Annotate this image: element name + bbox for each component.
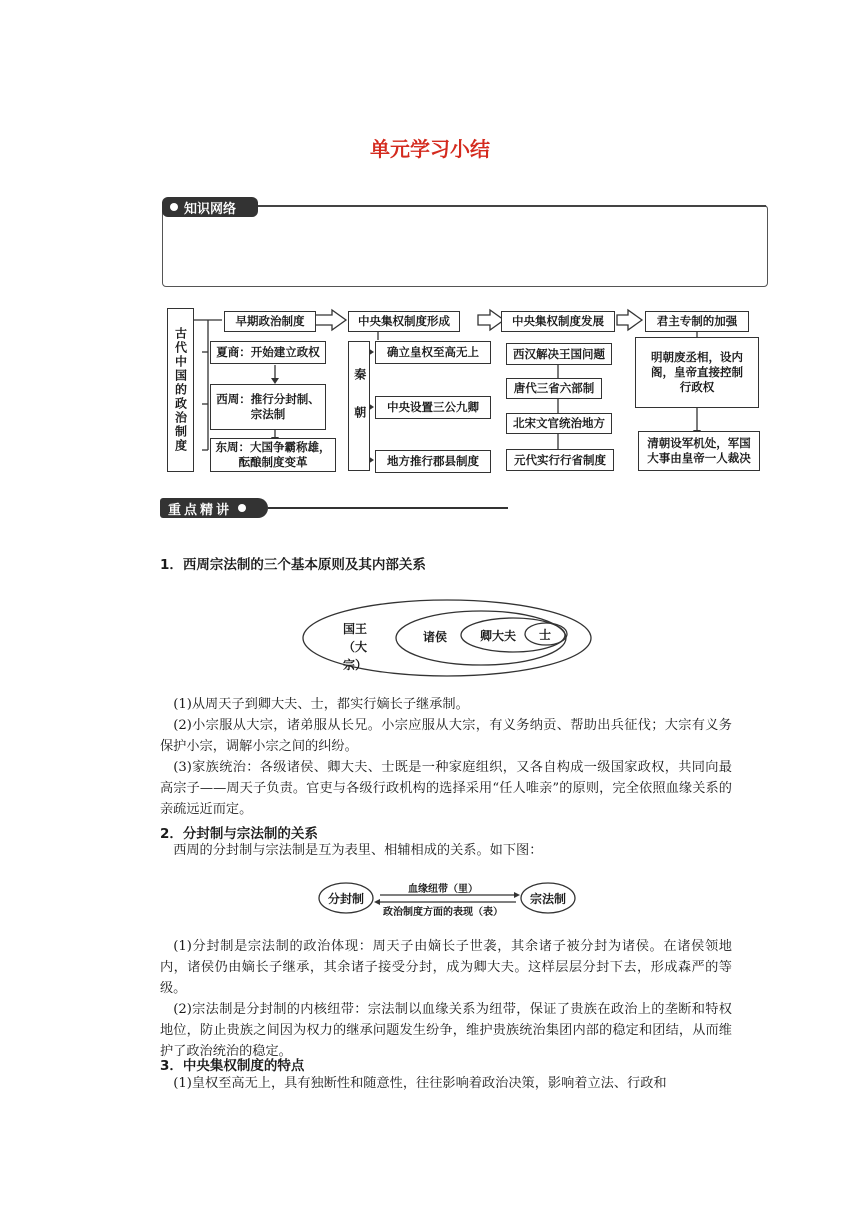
dev-western-han: 西汉解决王国问题 bbox=[506, 343, 612, 365]
relation-blood-tie-label: 血缘纽带（里） bbox=[408, 884, 478, 895]
key-points-rule bbox=[268, 507, 508, 509]
early-western-zhou: 西周：推行分封制、宗法制 bbox=[210, 384, 326, 430]
features-text: (1)皇权至高无上，具有独断性和随意性，往往影响着政治决策，影响着立法、行政和 bbox=[173, 1076, 667, 1091]
knowledge-network-box bbox=[162, 205, 768, 287]
absolutism-ming: 明朝废丞相，设内阁，皇帝直接控制行政权 bbox=[635, 337, 759, 408]
stage-absolutism: 君主专制的加强 bbox=[645, 311, 749, 332]
ellipse-king-label: 国王（大宗） bbox=[342, 622, 367, 672]
heading-centralization-features: 3．中央集权制度的特点 bbox=[160, 1058, 305, 1074]
qin-commandery-county: 地方推行郡县制度 bbox=[375, 450, 491, 473]
relation-intro-text: 西周的分封制与宗法制是互为表里、相辅相成的关系。如下图： bbox=[173, 843, 543, 858]
qin-imperial-power: 确立皇权至高无上 bbox=[375, 341, 491, 364]
principles-paragraphs bbox=[160, 694, 732, 820]
relation-patriarchal-label: 宗法制 bbox=[530, 892, 567, 906]
ellipse-scholars-label: 士 bbox=[539, 628, 552, 642]
key-points-label: 重点精讲 bbox=[168, 502, 233, 518]
bullet-dot-icon bbox=[238, 504, 246, 512]
ellipse-lords-label: 诸侯 bbox=[423, 630, 448, 644]
principle-paragraph: (1)从周天子到卿大夫、士，都实行嫡长子继承制。 bbox=[173, 697, 469, 712]
stage-early: 早期政治制度 bbox=[224, 311, 316, 332]
bullet-dot-icon bbox=[170, 203, 178, 211]
heading-patriarchal-principles: 1．西周宗法制的三个基本原则及其内部关系 bbox=[160, 557, 426, 573]
stage-centralization-formed: 中央集权制度形成 bbox=[348, 311, 460, 332]
relation-paragraph: (2)宗法制是分封制的内核纽带：宗法制以血缘关系为纽带，保证了贵族在政治上的垄断和特权地位，防止贵族之间因为权力的继承问题发生纷争，维护贵族统治集团内部的稳定和团结，从而维护了政治统治的稳定。 bbox=[160, 1002, 732, 1059]
absolutism-qing: 清朝设军机处，军国大事由皇帝一人裁决 bbox=[638, 431, 760, 471]
qin-three-lords-nine-ministers: 中央设置三公九卿 bbox=[375, 396, 491, 419]
heading-fief-patriarchal-relation: 2．分封制与宗法制的关系 bbox=[160, 826, 318, 842]
key-points-tab bbox=[160, 498, 268, 518]
stage-centralization-developed: 中央集权制度发展 bbox=[501, 311, 615, 332]
knowledge-network-label: 知识网络 bbox=[184, 201, 237, 217]
principle-paragraph: (2)小宗服从大宗，诸弟服从长兄。小宗应服从大宗，有义务纳贡、帮助出兵征伐；大宗有义务保护小宗，调解小宗之间的纠纷。 bbox=[160, 718, 732, 754]
relation-paragraph: (1)分封制是宗法制的政治体现：周天子由嫡长子世袭，其余诸子被分封为诸侯。在诸侯领地内，诸侯仍由嫡长子继承，其余诸子接受分封，成为卿大夫。这样层层分封下去，形成森严的等级。 bbox=[160, 939, 732, 996]
page-title: 单元学习小结 bbox=[370, 137, 490, 161]
dev-yuan: 元代实行行省制度 bbox=[506, 449, 614, 471]
flow-root-box: 古代中国的政治制度 bbox=[167, 308, 194, 472]
relation-political-label: 政治制度方面的表现（表） bbox=[383, 907, 503, 918]
ellipse-ministers-label: 卿大夫 bbox=[480, 629, 517, 643]
early-eastern-zhou: 东周：大国争霸称雄，酝酿制度变革 bbox=[210, 438, 336, 472]
early-xia-shang: 夏商：开始建立政权 bbox=[210, 341, 326, 364]
features-paragraph bbox=[160, 1073, 732, 1094]
dev-tang: 唐代三省六部制 bbox=[506, 378, 602, 399]
qin-dynasty-label: 秦朝 bbox=[348, 341, 370, 471]
knowledge-network-tab bbox=[162, 197, 258, 217]
principle-paragraph: (3)家族统治：各级诸侯、卿大夫、士既是一种家庭组织，又各自构成一级国家政权，共同向最高宗子——周天子负责。官吏与各级行政机构的选择采用“任人唯亲”的原则，完全依照血缘关系的亲疏远近而定。 bbox=[160, 760, 732, 817]
relation-paragraphs bbox=[160, 936, 732, 1062]
dev-northern-song: 北宋文官统治地方 bbox=[506, 413, 612, 434]
relation-fief-label: 分封制 bbox=[328, 892, 365, 906]
relation-intro bbox=[160, 840, 732, 861]
